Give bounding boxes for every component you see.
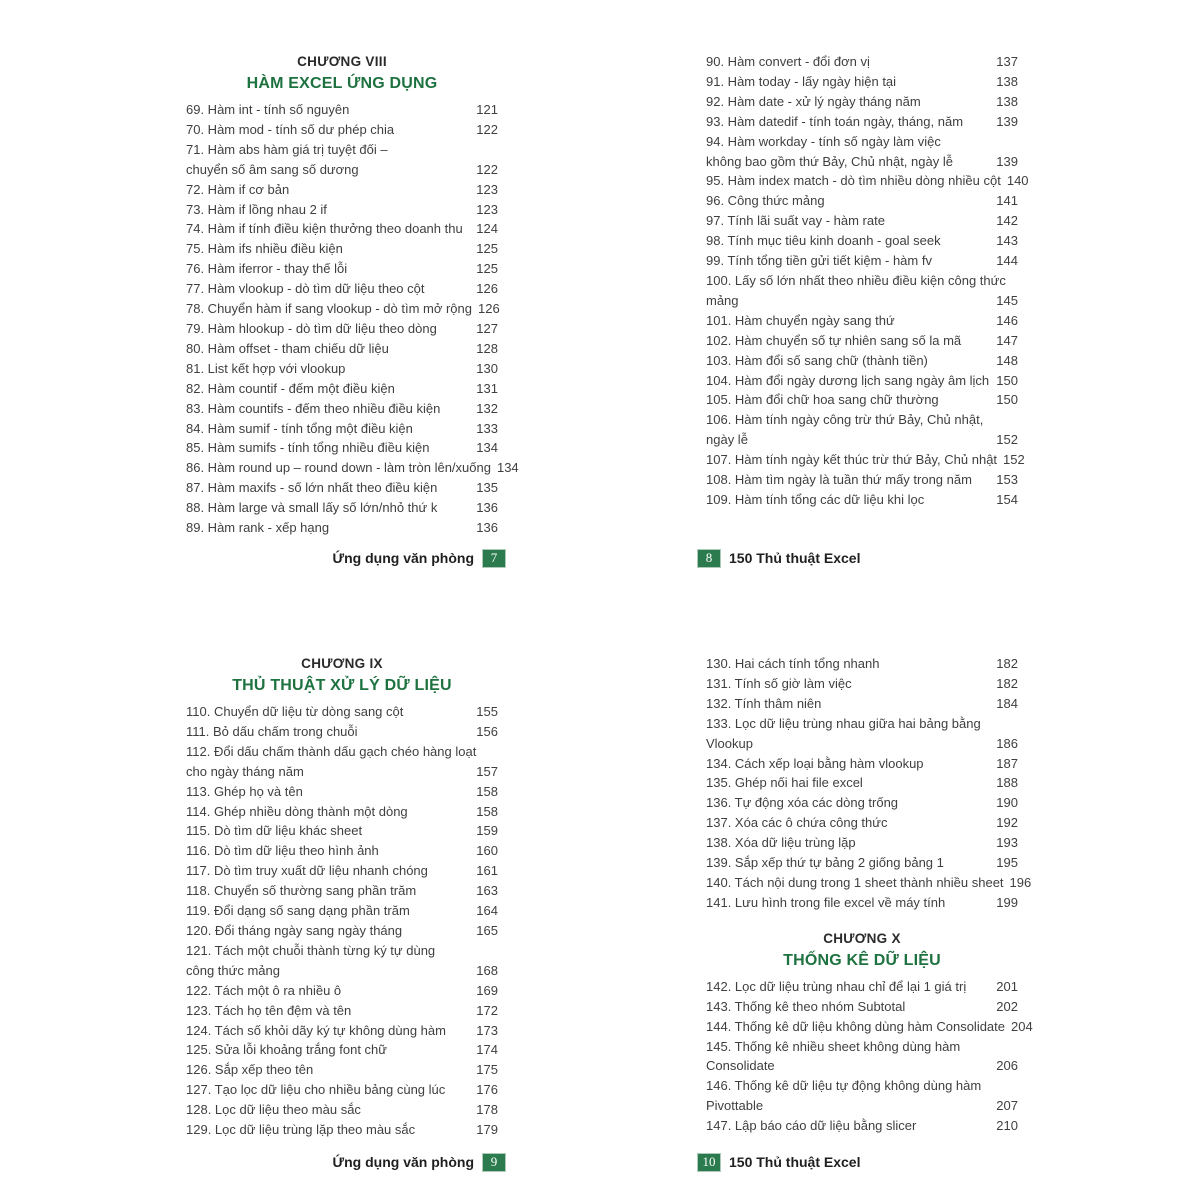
toc-entry-page-number: 153 xyxy=(996,472,1018,488)
toc-entry-page-number: 154 xyxy=(996,491,1018,507)
toc-entry-page-number: 158 xyxy=(476,803,498,819)
toc-entry-text: 131. Tính số giờ làm việc xyxy=(706,675,852,691)
toc-entry-text: 73. Hàm if lồng nhau 2 if xyxy=(186,201,327,217)
toc-entry-line xyxy=(706,371,1018,391)
toc-entry-page-number: 127 xyxy=(476,320,498,336)
toc-entry-line xyxy=(186,1001,498,1021)
toc-entry-text: 141. Lưu hình trong file excel về máy tính xyxy=(706,894,946,910)
toc-entry-line xyxy=(706,793,1018,813)
toc-entry-page-number: 125 xyxy=(476,241,498,257)
toc-entry-text: 120. Đổi tháng ngày sang ngày tháng xyxy=(186,922,403,938)
toc-entry-page-number: 121 xyxy=(476,102,498,117)
toc-entry-text: 104. Hàm đổi ngày dương lịch sang ngày âm lịch xyxy=(706,372,990,388)
toc-entry-line xyxy=(706,714,1018,734)
toc-entry-page-number: 128 xyxy=(476,340,498,356)
toc-entry-line xyxy=(706,853,1018,873)
toc-entry-page-number: 126 xyxy=(478,301,500,317)
toc-entry-page-number: 165 xyxy=(476,922,498,938)
toc-entry-text: 96. Công thức mảng xyxy=(706,193,825,209)
toc-entry-line xyxy=(706,674,1018,694)
toc-entry-text: 98. Tính mục tiêu kinh doanh - goal seek xyxy=(706,233,941,249)
toc-entry-page-number: 124 xyxy=(476,221,498,237)
toc-column-page-9 xyxy=(186,654,498,1140)
toc-entry-line xyxy=(706,1076,1018,1096)
toc-entry-line xyxy=(186,498,498,518)
toc-entry-text: 119. Đổi dạng số sang dạng phần trăm xyxy=(186,903,410,919)
toc-entry-text: không bao gồm thứ Bảy, Chủ nhật, ngày lễ xyxy=(706,153,953,169)
toc-entry-text: 90. Hàm convert - đổi đơn vị xyxy=(706,54,870,69)
toc-entry-page-number: 210 xyxy=(996,1118,1018,1134)
toc-entry-page-number: 206 xyxy=(996,1058,1018,1074)
toc-entry-text: 147. Lập báo cáo dữ liệu bằng slicer xyxy=(706,1118,917,1134)
toc-entry-text: 145. Thống kê nhiều sheet không dùng hàm xyxy=(706,1038,961,1054)
toc-entry-page-number: 188 xyxy=(996,775,1018,791)
toc-entry-line xyxy=(706,893,1018,913)
toc-entry-text: 137. Xóa các ô chứa công thức xyxy=(706,815,888,831)
toc-entry-page-number: 163 xyxy=(476,883,498,899)
toc-entry-text: 146. Thống kê dữ liệu tự động không dùng hàm xyxy=(706,1078,982,1094)
toc-entry-page-number: 190 xyxy=(996,795,1018,811)
toc-entry-line xyxy=(706,754,1018,774)
toc-entry-page-number: 182 xyxy=(996,656,1018,671)
toc-entry-page-number: 168 xyxy=(476,962,498,978)
toc-entry-page-number: 126 xyxy=(476,281,498,297)
toc-entry-line xyxy=(186,160,498,180)
toc-entry-text: 143. Thống kê theo nhóm Subtotal xyxy=(706,998,906,1014)
toc-entry-line xyxy=(186,841,498,861)
toc-entry-line xyxy=(706,1017,1033,1037)
toc-entry-text: 142. Lọc dữ liệu trùng nhau chỉ để lại 1 giá trị xyxy=(706,978,967,994)
toc-entry-line xyxy=(706,450,1025,470)
toc-entry-line xyxy=(706,1056,1018,1076)
toc-entry-line xyxy=(706,152,1018,172)
toc-entry-text: 116. Dò tìm dữ liệu theo hình ảnh xyxy=(186,843,379,859)
toc-entry-text: 78. Chuyển hàm if sang vlookup - dò tìm mở rộng xyxy=(186,301,472,317)
toc-entry-line xyxy=(186,100,498,120)
toc-entry-line xyxy=(706,191,1018,211)
toc-entry-page-number: 157 xyxy=(476,763,498,779)
toc-entry-page-number: 146 xyxy=(996,312,1018,328)
toc-entry-line xyxy=(706,132,1018,152)
toc-entry-text: 83. Hàm countifs - đếm theo nhiều điều kiện xyxy=(186,400,441,416)
toc-entry-line xyxy=(186,219,498,239)
toc-entry-text: 71. Hàm abs hàm giá trị tuyệt đối – xyxy=(186,141,388,157)
page-footer xyxy=(184,1152,506,1172)
toc-entry-text: 140. Tách nội dung trong 1 sheet thành nhiều sheet xyxy=(706,874,1004,890)
toc-entry-text: 132. Tính thâm niên xyxy=(706,695,822,711)
toc-entry-page-number: 141 xyxy=(996,193,1018,209)
toc-entry-page-number: 136 xyxy=(476,500,498,516)
toc-entry-line xyxy=(186,1100,498,1120)
toc-entry-text: 82. Hàm countif - đếm một điều kiện xyxy=(186,380,395,396)
toc-entry-page-number: 184 xyxy=(996,695,1018,711)
toc-entry-line xyxy=(186,1060,498,1080)
toc-entry-page-number: 123 xyxy=(476,201,498,217)
toc-entry-page-number: 199 xyxy=(996,894,1018,910)
toc-entry-text: 134. Cách xếp loại bằng hàm vlookup xyxy=(706,755,924,771)
toc-entry-text: 93. Hàm datedif - tính toán ngày, tháng, năm xyxy=(706,113,964,129)
toc-entry-page-number: 178 xyxy=(476,1102,498,1118)
toc-entry-text: 79. Hàm hlookup - dò tìm dữ liệu theo dòng xyxy=(186,320,437,336)
toc-entry-text: 101. Hàm chuyển ngày sang thứ xyxy=(706,312,895,328)
toc-entry-text: 88. Hàm large và small lấy số lớn/nhỏ thứ k xyxy=(186,500,438,516)
toc-entry-page-number: 195 xyxy=(996,855,1018,871)
footer-running-title: 150 Thủ thuật Excel xyxy=(729,550,861,566)
toc-entry-text: công thức mảng xyxy=(186,962,280,978)
toc-entry-page-number: 135 xyxy=(476,480,498,496)
toc-entry-page-number: 182 xyxy=(996,675,1018,691)
toc-entry-line xyxy=(706,311,1018,331)
toc-entry-page-number: 138 xyxy=(996,93,1018,109)
toc-entry-page-number: 164 xyxy=(476,903,498,919)
footer-running-title: 150 Thủ thuật Excel xyxy=(729,1154,861,1170)
toc-entry-text: ngày lễ xyxy=(706,432,748,448)
toc-entry-line xyxy=(186,1080,498,1100)
toc-entry-page-number: 139 xyxy=(996,153,1018,169)
toc-entry-page-number: 147 xyxy=(996,332,1018,348)
toc-entry-line xyxy=(706,52,1018,72)
toc-entry-page-number: 137 xyxy=(996,54,1018,69)
toc-entry-page-number: 158 xyxy=(476,783,498,799)
toc-entry-line xyxy=(186,339,498,359)
toc-column-page-10 xyxy=(706,654,1033,1136)
toc-entry-text: Pivottable xyxy=(706,1098,764,1114)
page-number-badge: 10 xyxy=(697,1153,721,1172)
toc-entry-page-number: 139 xyxy=(996,113,1018,129)
toc-entry-page-number: 134 xyxy=(476,440,498,456)
toc-entry-page-number: 152 xyxy=(996,432,1018,448)
toc-entry-line xyxy=(706,470,1018,490)
toc-entry-line xyxy=(706,410,1018,430)
toc-entry-line xyxy=(186,762,498,782)
toc-entry-line xyxy=(706,211,1018,231)
toc-entry-line xyxy=(706,112,1018,132)
toc-entry-line xyxy=(706,734,1018,754)
toc-entry-page-number: 173 xyxy=(476,1022,498,1038)
toc-entry-line xyxy=(706,977,1018,997)
toc-entry-line xyxy=(186,921,498,941)
toc-entry-text: 100. Lấy số lớn nhất theo nhiều điều kiện công thức xyxy=(706,272,1006,288)
toc-entry-page-number: 132 xyxy=(476,400,498,416)
toc-entry-text: 124. Tách số khỏi dãy ký tự không dùng hàm xyxy=(186,1022,446,1038)
toc-entry-text: 112. Đổi dấu chấm thành dấu gạch chéo hàng loạt xyxy=(186,743,477,759)
toc-entry-text: 77. Hàm vlookup - dò tìm dữ liệu theo cột xyxy=(186,281,425,297)
toc-entry-text: 87. Hàm maxifs - số lớn nhất theo điều kiện xyxy=(186,480,438,496)
toc-entry-text: 129. Lọc dữ liệu trùng lặp theo màu sắc xyxy=(186,1122,416,1138)
toc-entry-line xyxy=(706,351,1018,371)
toc-entry-page-number: 207 xyxy=(996,1098,1018,1114)
toc-entry-page-number: 186 xyxy=(996,735,1018,751)
chapter-label: CHƯƠNG IX xyxy=(301,656,383,671)
toc-entry-text: 97. Tính lãi suất vay - hàm rate xyxy=(706,213,885,229)
toc-entry-page-number: 140 xyxy=(1006,173,1029,189)
toc-entry-text: 108. Hàm tìm ngày là tuần thứ mấy trong năm xyxy=(706,472,972,488)
toc-entry-text: 136. Tự động xóa các dòng trống xyxy=(706,795,899,811)
toc-entry-text: 70. Hàm mod - tính số dư phép chia xyxy=(186,121,395,137)
toc-entry-line xyxy=(186,359,498,379)
toc-entry-text: 117. Dò tìm truy xuất dữ liệu nhanh chóng xyxy=(186,863,428,879)
toc-entry-line xyxy=(706,1116,1018,1136)
toc-entry-line xyxy=(186,742,498,762)
toc-entry-page-number: 192 xyxy=(996,815,1018,831)
toc-entry-line xyxy=(186,821,498,841)
page-number-badge: 9 xyxy=(482,1153,506,1172)
toc-entry-text: 72. Hàm if cơ bản xyxy=(186,181,290,197)
toc-entry-text: 113. Ghép họ và tên xyxy=(186,783,303,799)
page-footer xyxy=(697,548,1019,568)
toc-entry-text: 80. Hàm offset - tham chiếu dữ liệu xyxy=(186,340,389,356)
toc-entry-line xyxy=(186,478,498,498)
toc-entry-text: Vlookup xyxy=(706,735,753,751)
toc-entry-line xyxy=(706,694,1018,714)
toc-entry-line xyxy=(706,997,1018,1017)
toc-entry-text: Consolidate xyxy=(706,1058,775,1074)
toc-entry-line xyxy=(186,782,498,802)
toc-entry-page-number: 144 xyxy=(996,253,1018,269)
toc-entry-text: mảng xyxy=(706,292,739,308)
toc-entry-line xyxy=(186,881,498,901)
toc-entry-page-number: 159 xyxy=(476,823,498,839)
toc-entry-page-number: 150 xyxy=(996,372,1018,388)
chapter-label: CHƯƠNG X xyxy=(823,930,901,946)
page-footer xyxy=(697,1152,1019,1172)
toc-entry-text: 92. Hàm date - xử lý ngày tháng năm xyxy=(706,93,921,109)
toc-entry-page-number: 143 xyxy=(996,233,1018,249)
toc-entry-line xyxy=(186,259,498,279)
toc-entry-text: 69. Hàm int - tính số nguyên xyxy=(186,102,350,117)
toc-entry-page-number: 134 xyxy=(496,460,519,476)
toc-entry-text: 118. Chuyển số thường sang phần trăm xyxy=(186,883,417,899)
toc-entry-page-number: 152 xyxy=(1003,452,1025,468)
toc-entry-text: chuyển số âm sang số dương xyxy=(186,161,359,177)
toc-entry-line xyxy=(186,239,498,259)
toc-entry-text: 106. Hàm tính ngày công trừ thứ Bảy, Chủ nhật, xyxy=(706,412,984,428)
chapter-title: HÀM EXCEL ỨNG DỤNG xyxy=(246,75,438,92)
toc-entry-line xyxy=(186,1040,498,1060)
toc-entry-line xyxy=(706,1096,1018,1116)
toc-entry-line xyxy=(186,140,498,160)
toc-entry-line xyxy=(186,120,498,140)
toc-entry-text: 103. Hàm đổi số sang chữ (thành tiền) xyxy=(706,352,928,368)
toc-entry-line xyxy=(186,702,498,722)
toc-entry-page-number: 174 xyxy=(476,1042,498,1058)
toc-entry-line xyxy=(186,319,498,339)
footer-running-title: Ứng dụng văn phòng xyxy=(332,550,474,566)
toc-entry-line xyxy=(706,873,1032,893)
toc-entry-page-number: 133 xyxy=(476,420,498,436)
toc-entry-text: 74. Hàm if tính điều kiện thưởng theo doanh thu xyxy=(186,221,463,237)
toc-column-page-7 xyxy=(186,52,519,538)
toc-entry-line xyxy=(186,722,498,742)
page-footer xyxy=(184,548,506,568)
toc-entry-text: 144. Thống kê dữ liệu không dùng hàm Consolidate xyxy=(706,1018,1006,1034)
toc-entry-text: 85. Hàm sumifs - tính tổng nhiều điều kiện xyxy=(186,440,430,456)
toc-entry-line xyxy=(186,901,498,921)
footer-running-title: Ứng dụng văn phòng xyxy=(332,1154,474,1170)
toc-entry-page-number: 193 xyxy=(996,835,1018,851)
toc-entry-line xyxy=(706,833,1018,853)
toc-entry-text: 84. Hàm sumif - tính tổng một điều kiện xyxy=(186,420,413,436)
toc-entry-line xyxy=(706,251,1018,271)
toc-entry-line xyxy=(706,430,1018,450)
toc-entry-text: 115. Dò tìm dữ liệu khác sheet xyxy=(186,823,363,839)
toc-column-page-8 xyxy=(706,52,1029,510)
toc-entry-text: 109. Hàm tính tổng các dữ liệu khi lọc xyxy=(706,491,925,507)
toc-entry-page-number: 123 xyxy=(476,181,498,197)
toc-entry-text: 107. Hàm tính ngày kết thúc trừ thứ Bảy, Chủ nhật xyxy=(706,452,998,468)
toc-entry-page-number: 156 xyxy=(476,723,498,739)
toc-entry-line xyxy=(186,299,498,319)
toc-entry-text: 76. Hàm iferror - thay thế lỗi xyxy=(186,261,348,277)
toc-entry-line xyxy=(706,291,1018,311)
toc-entry-line xyxy=(186,180,498,200)
toc-entry-page-number: 125 xyxy=(476,261,498,277)
toc-entry-line xyxy=(706,92,1018,112)
toc-entry-line xyxy=(186,802,498,822)
toc-entry-page-number: 138 xyxy=(996,73,1018,89)
toc-entry-page-number: 145 xyxy=(996,292,1018,308)
toc-entry-page-number: 201 xyxy=(996,978,1018,994)
toc-entry-line xyxy=(186,941,498,961)
toc-entry-text: 105. Hàm đổi chữ hoa sang chữ thường xyxy=(706,392,939,408)
toc-entry-line xyxy=(186,458,519,478)
toc-entry-page-number: 122 xyxy=(476,161,498,177)
toc-entry-text: 99. Tính tổng tiền gửi tiết kiệm - hàm fv xyxy=(706,253,932,269)
toc-entry-line xyxy=(186,438,498,458)
toc-entry-text: 126. Sắp xếp theo tên xyxy=(186,1062,314,1078)
toc-entry-line xyxy=(186,399,498,419)
chapter-title: THỦ THUẬT XỬ LÝ DỮ LIỆU xyxy=(232,677,452,694)
toc-entry-line xyxy=(706,490,1018,510)
toc-entry-text: 138. Xóa dữ liệu trùng lặp xyxy=(706,835,856,851)
toc-entry-text: 111. Bỏ dấu chấm trong chuỗi xyxy=(186,723,358,739)
toc-entry-text: 75. Hàm ifs nhiều điều kiện xyxy=(186,241,343,257)
toc-entry-text: 128. Lọc dữ liệu theo màu sắc xyxy=(186,1102,361,1118)
toc-entry-text: 139. Sắp xếp thứ tự bảng 2 giống bảng 1 xyxy=(706,855,944,871)
toc-entry-page-number: 187 xyxy=(996,755,1018,771)
toc-entry-text: 135. Ghép nối hai file excel xyxy=(706,775,863,791)
toc-entry-page-number: 160 xyxy=(476,843,498,859)
toc-entry-line xyxy=(186,981,498,1001)
toc-entry-line xyxy=(706,813,1018,833)
toc-entry-line xyxy=(186,200,498,220)
toc-entry-page-number: 175 xyxy=(476,1062,498,1078)
toc-entry-page-number: 122 xyxy=(476,121,498,137)
toc-entry-line xyxy=(706,773,1018,793)
toc-entry-text: 114. Ghép nhiều dòng thành một dòng xyxy=(186,803,408,819)
toc-entry-line xyxy=(186,279,498,299)
toc-entry-text: cho ngày tháng năm xyxy=(186,763,304,779)
toc-entry-text: 127. Tạo lọc dữ liệu cho nhiều bảng cùng lúc xyxy=(186,1082,446,1098)
toc-entry-line xyxy=(706,1037,1018,1057)
toc-entry-page-number: 142 xyxy=(996,213,1018,229)
toc-entry-text: 89. Hàm rank - xếp hạng xyxy=(186,520,330,536)
toc-entry-line xyxy=(706,171,1029,191)
toc-entry-line xyxy=(186,379,498,399)
toc-entry-page-number: 161 xyxy=(476,863,498,879)
toc-entry-line xyxy=(186,419,498,439)
toc-entry-text: 81. List kết hợp với vlookup xyxy=(186,360,346,376)
toc-entry-page-number: 155 xyxy=(476,704,498,719)
toc-entry-page-number: 202 xyxy=(996,998,1018,1014)
toc-entry-text: 130. Hai cách tính tổng nhanh xyxy=(706,656,880,671)
toc-entry-text: 125. Sửa lỗi khoảng trắng font chữ xyxy=(186,1042,387,1058)
toc-entry-line xyxy=(706,390,1018,410)
toc-entry-page-number: 176 xyxy=(476,1082,498,1098)
toc-entry-text: 102. Hàm chuyển số tự nhiên sang số la mã xyxy=(706,332,962,348)
toc-entry-page-number: 136 xyxy=(476,520,498,536)
toc-entry-page-number: 204 xyxy=(1011,1018,1033,1034)
toc-entry-text: 123. Tách họ tên đệm và tên xyxy=(186,1002,352,1018)
toc-entry-line xyxy=(706,231,1018,251)
toc-entry-page-number: 169 xyxy=(476,982,498,998)
toc-entry-page-number: 179 xyxy=(476,1122,498,1138)
toc-entry-line xyxy=(186,1120,498,1140)
toc-entry-line xyxy=(186,961,498,981)
toc-entry-line xyxy=(186,1021,498,1041)
toc-entry-line xyxy=(186,518,498,538)
chapter-title: THỐNG KÊ DỮ LIỆU xyxy=(783,951,941,969)
toc-entry-line xyxy=(706,654,1018,674)
toc-entry-text: 110. Chuyển dữ liệu từ dòng sang cột xyxy=(186,704,404,719)
toc-entry-text: 94. Hàm workday - tính số ngày làm việc xyxy=(706,133,941,149)
toc-entry-text: 133. Lọc dữ liệu trùng nhau giữa hai bảng bằng xyxy=(706,715,981,731)
toc-entry-page-number: 130 xyxy=(476,360,498,376)
toc-entry-page-number: 131 xyxy=(476,380,498,396)
toc-entry-text: 95. Hàm index match - dò tìm nhiều dòng nhiều cột xyxy=(706,173,1001,189)
toc-entry-line xyxy=(186,861,498,881)
toc-entry-text: 91. Hàm today - lấy ngày hiện tại xyxy=(706,73,897,89)
toc-entry-line xyxy=(706,271,1018,291)
toc-entry-line xyxy=(706,72,1018,92)
toc-entry-line xyxy=(706,331,1018,351)
toc-entry-page-number: 196 xyxy=(1009,874,1032,890)
toc-entry-text: 86. Hàm round up – round down - làm tròn lên/xuống xyxy=(186,460,491,476)
toc-entry-page-number: 172 xyxy=(476,1002,498,1018)
page-number-badge: 8 xyxy=(697,549,721,568)
toc-entry-text: 121. Tách một chuỗi thành từng ký tự dùng xyxy=(186,942,436,958)
toc-entry-page-number: 150 xyxy=(996,392,1018,408)
page-number-badge: 7 xyxy=(482,549,506,568)
toc-entry-page-number: 148 xyxy=(996,352,1018,368)
chapter-label: CHƯƠNG VIII xyxy=(297,54,387,69)
toc-entry-text: 122. Tách một ô ra nhiều ô xyxy=(186,982,342,998)
